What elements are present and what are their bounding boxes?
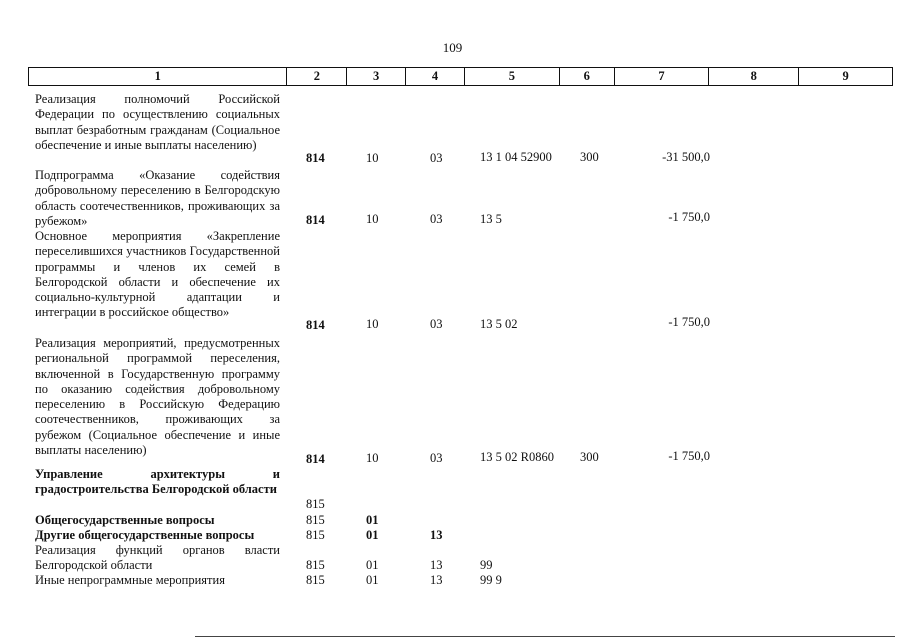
- cell-col-3: 01: [366, 528, 379, 542]
- cell-col-3: 10: [366, 212, 379, 226]
- row-description: Основное мероприятия «Закрепление переселившихся участников Государственной программы и членов их семей в Белгородской области и обеспечение их социально-культурной адаптации и интеграции в российское общество»: [35, 229, 280, 320]
- cell-col-3: 10: [366, 317, 379, 331]
- header-col-3: 3: [347, 68, 406, 85]
- header-col-1: 1: [29, 68, 287, 85]
- cell-col-2: 814: [306, 213, 325, 227]
- cell-col-7: -1 750,0: [668, 449, 710, 463]
- cell-col-6: 300: [580, 150, 599, 164]
- row-description: Иные непрограммные мероприятия: [35, 573, 225, 587]
- row-description: Реализация мероприятий, предусмотренных региональной программой переселения, включенной в Государственную программу по оказанию содействия добровольному переселению в Российскую Федерацию соотечественников, проживающих за рубежом (Социальное обеспечение и иные выплаты населению): [35, 336, 280, 458]
- row-description: Подпрограмма «Оказание содействия добровольному переселению в Белгородскую область соотечественников, проживающих за рубежом»: [35, 168, 280, 228]
- cell-col-2: 815: [306, 497, 325, 511]
- header-col-7: 7: [615, 68, 710, 85]
- cell-col-2: 815: [306, 573, 325, 587]
- row-description: Реализация полномочий Российской Федерации по осуществлению социальных выплат безработным гражданам (Социальное обеспечение и иные выплаты населению): [35, 92, 280, 152]
- cell-col-5: 13 1 04 52900: [480, 150, 552, 164]
- cell-col-2: 815: [306, 558, 325, 572]
- cell-col-4: 03: [430, 451, 443, 465]
- cell-col-6: 300: [580, 450, 599, 464]
- header-col-5: 5: [465, 68, 560, 85]
- cell-col-5: 13 5: [480, 212, 502, 226]
- row-description: Общегосударственные вопросы: [35, 513, 215, 527]
- cell-col-3: 10: [366, 451, 379, 465]
- cell-col-4: 13: [430, 528, 443, 542]
- cell-col-2: 815: [306, 528, 325, 542]
- page-bottom-rule: [195, 636, 895, 637]
- cell-col-4: 13: [430, 558, 443, 572]
- cell-col-2: 814: [306, 452, 325, 466]
- cell-col-4: 03: [430, 212, 443, 226]
- cell-col-4: 03: [430, 317, 443, 331]
- row-description: Реализация функций органов власти Белгородской области: [35, 543, 280, 573]
- cell-col-3: 01: [366, 573, 379, 587]
- row-description: Управление архитектуры и градостроительства Белгородской области: [35, 467, 280, 497]
- row-description: Другие общегосударственные вопросы: [35, 528, 255, 542]
- cell-col-7: -31 500,0: [662, 150, 710, 164]
- cell-col-7: -1 750,0: [668, 210, 710, 224]
- cell-col-3: 01: [366, 558, 379, 572]
- header-col-6: 6: [560, 68, 615, 85]
- header-col-2: 2: [287, 68, 347, 85]
- cell-col-5: 13 5 02 R0860: [480, 450, 554, 464]
- cell-col-2: 815: [306, 513, 325, 527]
- cell-col-5: 99 9: [480, 573, 502, 587]
- header-col-4: 4: [406, 68, 465, 85]
- page-number: 109: [442, 40, 463, 55]
- cell-col-4: 13: [430, 573, 443, 587]
- cell-col-2: 814: [306, 318, 325, 332]
- cell-col-4: 03: [430, 151, 443, 165]
- cell-col-5: 99: [480, 558, 493, 572]
- cell-col-3: 10: [366, 151, 379, 165]
- cell-col-7: -1 750,0: [668, 315, 710, 329]
- cell-col-5: 13 5 02: [480, 317, 518, 331]
- cell-col-2: 814: [306, 151, 325, 165]
- cell-col-3: 01: [366, 513, 379, 527]
- table-header: [28, 67, 893, 86]
- header-col-8: 8: [709, 68, 799, 85]
- header-col-9: 9: [842, 69, 849, 83]
